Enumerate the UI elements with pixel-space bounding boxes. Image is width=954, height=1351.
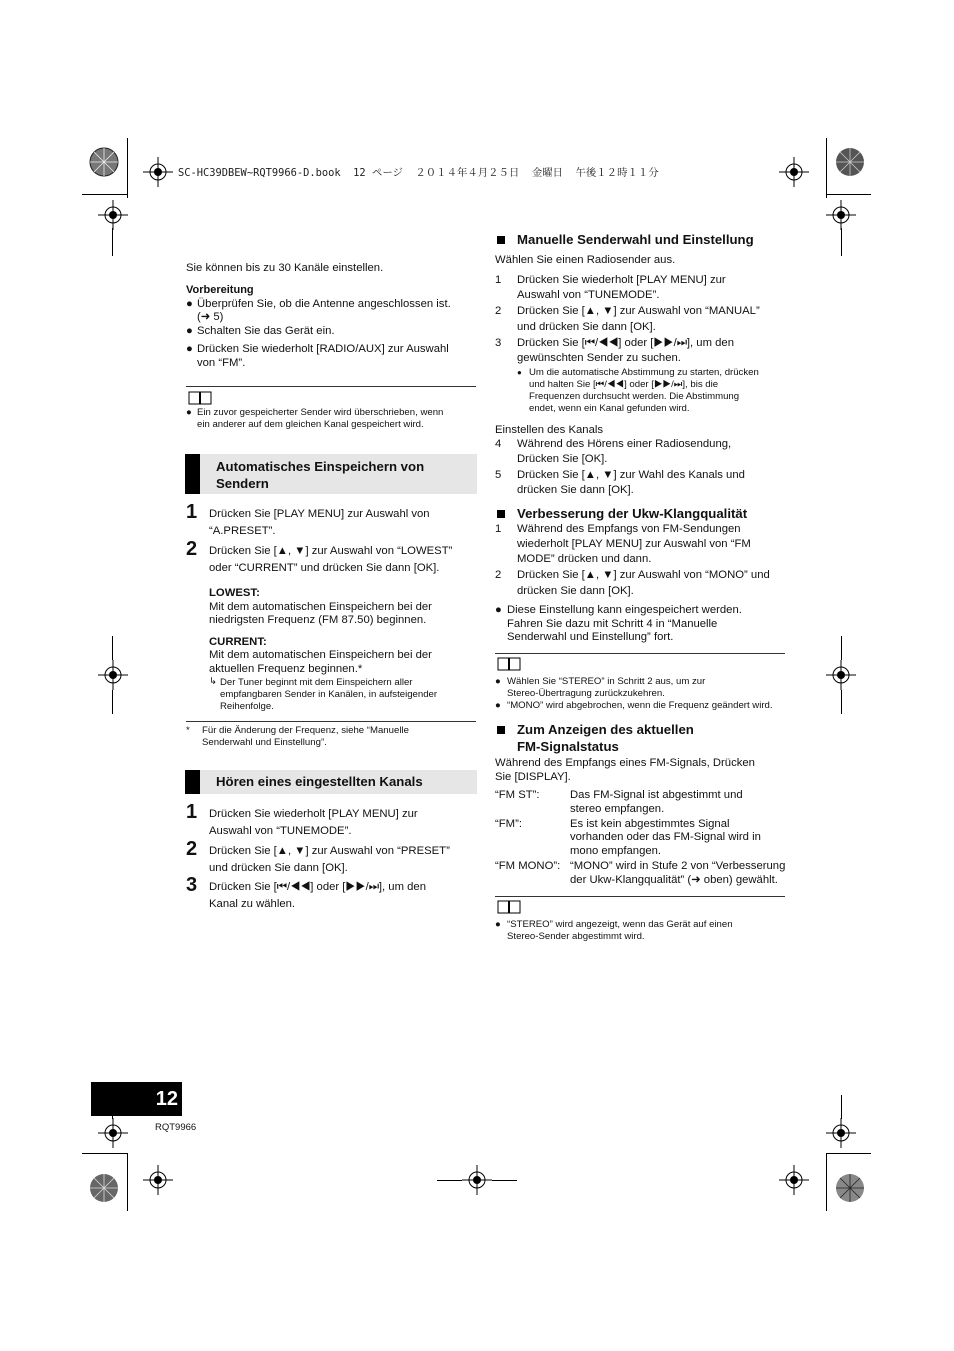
note2-line: Stereo-Übertragung zurückzukehren. [507,688,665,699]
note-book-icon [497,900,521,914]
step-number: 2 [186,538,198,560]
section-title: Zum Anzeigen des aktuellen [517,722,694,737]
section-marker [185,770,200,794]
step-text: Während des Empfangs von FM-Sendungen [517,523,741,535]
bullet-dot-icon: ● [186,325,193,337]
prep-list [186,296,476,376]
prep-item: von “FM”. [197,357,246,369]
sub-text: Um die automatische Abstimmung zu starten, drücken [529,367,759,378]
prep-item: Überprüfen Sie, ob die Antenne angeschlossen ist. [197,298,451,310]
status-value: der Ukw-Klangqualität” (➜ oben) gewählt. [570,874,778,886]
crosshair-mark-icon [779,1165,809,1195]
step-text: oder “CURRENT” und drücken Sie dann [OK]. [209,562,440,574]
step-text: wiederholt [PLAY MENU] zur Auswahl von “FM [517,538,751,550]
step-number: 2 [186,838,198,860]
registration-starburst-icon [88,146,120,178]
section-intro: Sie [DISPLAY]. [495,771,571,783]
note3-line: “STEREO” wird angezeigt, wenn das Gerät auf einen [507,919,733,930]
channel-heading: Einstellen des Kanals [495,424,604,436]
step-text: Auswahl von “TUNEMODE”. [209,825,352,837]
crosshair-mark-icon [98,1118,128,1148]
crosshair-mark-icon [143,157,173,187]
status-key: “FM ST”: [495,789,540,801]
step-number: 4 [495,438,502,450]
sub-text: und halten Sie [⏮/◀◀] oder [▶▶/⏭], bis die [529,379,719,390]
prep-item: Schalten Sie das Gerät ein. [197,325,335,337]
sub-text: endet, wenn ein Kanal gefunden wird. [529,403,690,414]
section-intro: Während des Empfangs eines FM-Signals, Drücken [495,757,755,769]
status-value: mono empfangen. [570,845,662,857]
sub-text: Der Tuner beginnt mit dem Einspeichern aller [220,677,413,688]
step-text: MODE” drücken und dann. [517,553,652,565]
step-text: Auswahl von “TUNEMODE”. [517,289,660,301]
crosshair-mark-icon [826,200,856,230]
note1-line: Ein zuvor gespeicherter Sender wird überschrieben, wenn [197,407,444,418]
option-text: niedrigsten Frequenz (FM 87.50) beginnen. [209,614,427,626]
step-number: 3 [495,337,502,349]
note2-line: “MONO” wird abgebrochen, wenn die Frequenz geändert wird. [507,700,773,711]
note-divider [495,896,785,897]
status-value: Das FM-Signal ist abgestimmt und [570,789,743,801]
crosshair-mark-icon [462,1165,492,1195]
bullet-dot-icon: ● [495,919,501,930]
sub-text: Frequenzen durchsucht werden. Die Abstimmung [529,391,740,402]
page-number-box [91,1082,182,1116]
footnote-mark: * [186,725,190,736]
crosshair-mark-icon [826,660,856,690]
step-number: 3 [186,874,198,896]
crosshair-mark-icon [98,660,128,690]
bullet-dot-icon: ● [186,407,192,418]
step-text: Drücken Sie [PLAY MENU] zur Auswahl von [209,508,430,520]
status-value: Es ist kein abgestimmtes Signal [570,818,730,830]
section-title: Hören eines eingestellten Kanals [216,774,423,789]
page-number: 12 [155,1088,178,1110]
step-text: Drücken Sie [⏮/◀◀] oder [▶▶/⏭], um den [517,337,734,349]
status-key: “FM MONO”: [495,860,561,872]
status-value: “MONO” wird in Stufe 2 von “Verbesserung [570,860,786,872]
footnote-text: Senderwahl und Einstellung”. [202,737,327,748]
note-divider [186,386,476,387]
section-title: Automatisches Einspeichern von [216,459,425,474]
doc-code: RQT9966 [155,1122,197,1133]
step-text: Drücken Sie [▲, ▼] zur Auswahl von “LOWEST” [209,545,453,557]
step-number: 2 [495,305,502,317]
step-number: 5 [495,469,502,481]
section-square-icon [497,726,505,734]
section-marker [185,454,200,494]
crosshair-mark-icon [98,200,128,230]
section-title: FM-Signalstatus [517,739,619,754]
step-number: 1 [495,274,502,286]
section-title: Verbesserung der Ukw-Klangqualität [517,506,748,521]
status-value: vorhanden oder das FM-Signal wird in [570,831,761,843]
prep-item: Drücken Sie wiederholt [RADIO/AUX] zur Auswahl [197,343,449,355]
step-number: 2 [495,569,502,581]
step-text: Drücken Sie wiederholt [PLAY MENU] zur [517,274,726,286]
bullet-text: Diese Einstellung kann eingespeichert werden. [507,604,742,616]
step-text: Während des Hörens einer Radiosendung, [517,438,732,450]
step-text: und drücken Sie dann [OK]. [517,321,656,333]
bullet-dot-icon: ● [495,676,501,687]
section-square-icon [497,510,505,518]
note-book-icon [497,657,521,671]
step-text: Kanal zu wählen. [209,898,296,910]
registration-starburst-icon [834,146,866,178]
bullet-dot-icon: ● [186,343,193,355]
option-label: CURRENT: [209,636,267,648]
option-text: Mit dem automatischen Einspeichern bei der [209,601,432,613]
note1-line: ein anderer auf dem gleichen Kanal gespeichert wird. [197,419,424,430]
bullet-dot-icon: ● [517,368,522,377]
section-title: Sendern [216,476,269,491]
step-text: gewünschten Sender zu suchen. [517,352,681,364]
step-text: Drücken Sie [▲, ▼] zur Auswahl von “PRESET” [209,845,450,857]
section-header-auto-store [185,454,477,494]
footnote-text: Für die Änderung der Frequenz, siehe “Manuelle [202,725,409,736]
sub-text: Reihenfolge. [220,701,274,712]
note2-line: Wählen Sie “STEREO” in Schritt 2 aus, um zur [507,676,706,687]
crosshair-mark-icon [143,1165,173,1195]
note1 [186,407,476,435]
step-text: drücken Sie dann [OK]. [517,484,634,496]
bullet-dot-icon: ● [495,604,502,616]
step-text: Drücken Sie [▲, ▼] zur Wahl des Kanals und [517,469,745,481]
note-divider [495,653,785,654]
intro-text: Sie können bis zu 30 Kanäle einstellen. [186,262,384,274]
step-number: 1 [186,801,198,823]
step-number: 1 [495,523,502,535]
bullet-dot-icon: ● [186,298,193,310]
step-text: Drücken Sie [▲, ▼] zur Auswahl von “MONO” und [517,569,770,581]
print-file-line: SC-HC39DBEW~RQT9966-D.book 12 ページ ２０１４年４月２５日 金曜日 午後１２時１１分 [178,167,659,179]
crosshair-mark-icon [779,157,809,187]
section-title: Manuelle Senderwahl und Einstellung [517,232,754,247]
crosshair-mark-icon [826,1118,856,1148]
footnote-divider [186,721,476,722]
option-text: Mit dem automatischen Einspeichern bei der [209,649,432,661]
registration-starburst-icon [88,1172,120,1204]
step-text: Drücken Sie [OK]. [517,453,608,465]
note-book-icon [188,391,212,405]
sub-arrow-icon: ↳ [209,676,218,687]
option-label: LOWEST: [209,587,260,599]
step-text: “A.PRESET”. [209,525,276,537]
bullet-text: Fahren Sie dazu mit Schritt 4 in “Manuelle [507,618,718,630]
section-header-listen [185,770,477,794]
section-square-icon [497,236,505,244]
prep-item-ref: (➜ 5) [197,311,224,323]
step-text: Drücken Sie [▲, ▼] zur Auswahl von “MANUAL” [517,305,760,317]
step-text: drücken Sie dann [OK]. [517,585,634,597]
prep-title: Vorbereitung [186,284,254,296]
step-text: und drücken Sie dann [OK]. [209,862,348,874]
note3-line: Stereo-Sender abgestimmt wird. [507,931,645,942]
bullet-text: Senderwahl und Einstellung” fort. [507,631,674,643]
status-value: stereo empfangen. [570,803,665,815]
bullet-dot-icon: ● [495,700,501,711]
registration-starburst-icon [834,1172,866,1204]
option-text: aktuellen Frequenz beginnen.* [209,663,363,675]
step-text: Drücken Sie wiederholt [PLAY MENU] zur [209,808,418,820]
step-number: 1 [186,501,198,523]
section-intro: Wählen Sie einen Radiosender aus. [495,254,676,266]
step-text: Drücken Sie [⏮/◀◀] oder [▶▶/⏭], um den [209,881,426,893]
status-key: “FM”: [495,818,522,830]
sub-text: empfangbaren Sender in Kanälen, in aufsteigender [220,689,438,700]
